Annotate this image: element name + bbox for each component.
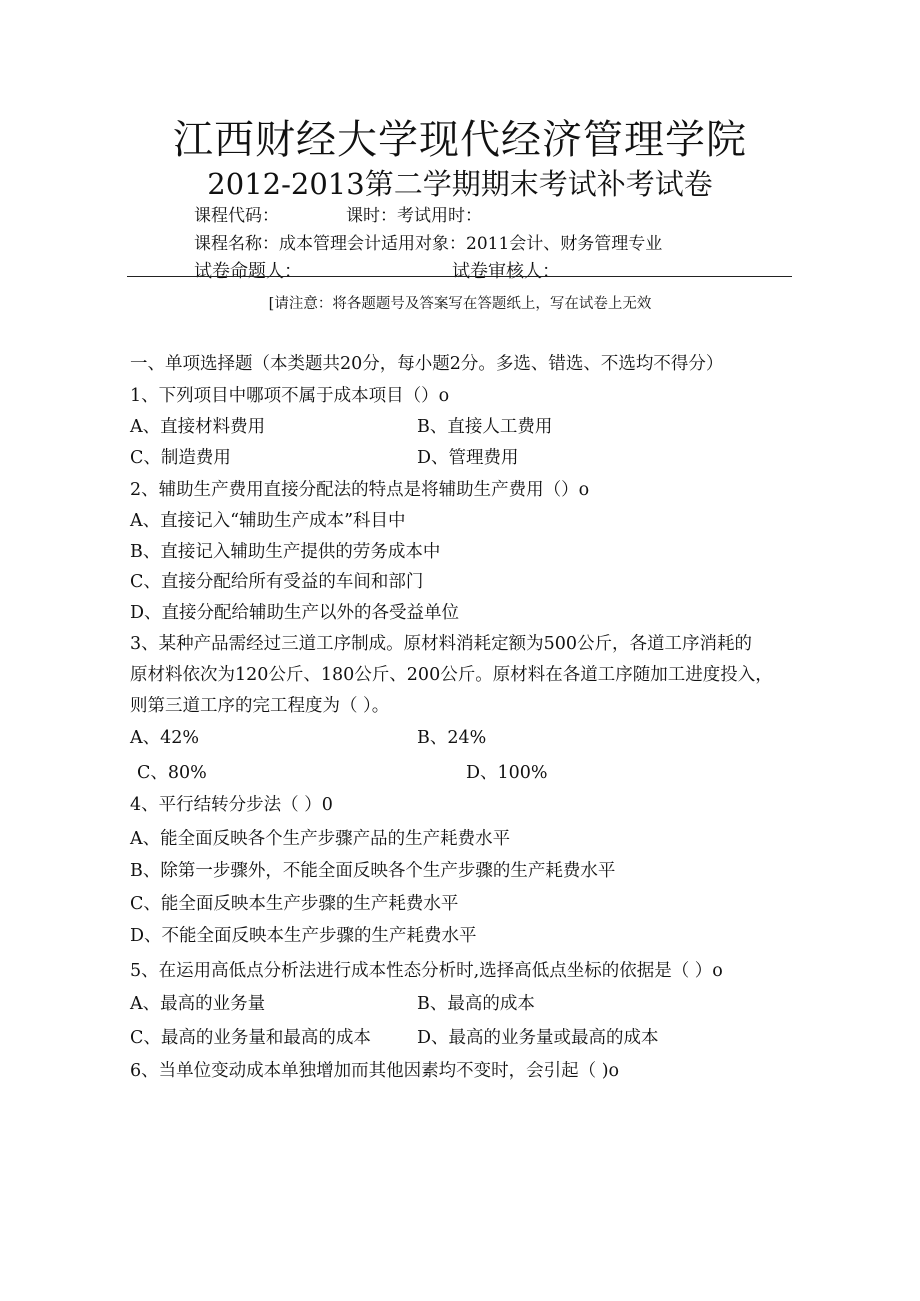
question-3-stem-line-1: 3、某种产品需经过三道工序制成。原材料消耗定额为500公斤，各道工序消耗的 <box>130 634 753 654</box>
notice-text: [请注意：将各题题号及答案写在答题纸上，写在试卷上无效 <box>268 296 652 312</box>
q1-option-a: A、直接材料费用 <box>130 417 266 437</box>
q5-option-b: B、最高的成本 <box>417 994 535 1014</box>
q1-option-b: B、直接人工费用 <box>417 417 553 437</box>
q3-option-c: C、80% <box>137 763 207 783</box>
question-3-stem-line-3: 则第三道工序的完工程度为（ ）。 <box>130 696 390 716</box>
q4-option-b: B、除第一步骤外，不能全面反映各个生产步骤的生产耗费水平 <box>130 861 616 881</box>
q5-option-d: D、最高的业务量或最高的成本 <box>417 1028 659 1048</box>
q2-option-c: C、直接分配给所有受益的车间和部门 <box>130 572 424 592</box>
reviewer-label: 试卷审核人： <box>452 261 560 282</box>
hours-label: 课时：考试用时： <box>346 206 482 226</box>
course-code-label: 课程代码： <box>194 206 279 226</box>
section-heading: 一、单项选择题（本类题共20分，每小题2分。多选、错选、不选均不得分） <box>130 354 724 374</box>
course-name-line: 课程名称：成本管理会计适用对象：2011会计、财务管理专业 <box>194 234 663 254</box>
question-6-stem: 6、当单位变动成本单独增加而其他因素均不变时，会引起（ )o <box>130 1061 620 1081</box>
question-5-stem: 5、在运用高低点分析法进行成本性态分析时,选择高低点坐标的依据是（ ）o <box>130 961 723 981</box>
q3-option-a: A、42% <box>130 728 200 748</box>
question-2-stem: 2、辅助生产费用直接分配法的特点是将辅助生产费用（）o <box>130 480 590 500</box>
header-divider <box>127 276 792 277</box>
q4-option-d: D、不能全面反映本生产步骤的生产耗费水平 <box>130 926 477 946</box>
question-1-stem: 1、下列项目中哪项不属于成本项目（）o <box>130 386 450 406</box>
q4-option-a: A、能全面反映各个生产步骤产品的生产耗费水平 <box>130 829 511 849</box>
q5-option-a: A、最高的业务量 <box>130 994 266 1014</box>
q5-option-c: C、最高的业务量和最高的成本 <box>130 1028 371 1048</box>
school-title: 江西财经大学现代经济管理学院 <box>173 117 747 163</box>
q3-option-d: D、100% <box>466 763 548 783</box>
question-4-stem: 4、平行结转分步法（ ）0 <box>130 795 333 815</box>
q2-option-b: B、直接记入辅助生产提供的劳务成本中 <box>130 542 441 562</box>
q3-option-b: B、24% <box>417 728 487 748</box>
q2-option-a: A、直接记入“辅助生产成本”科目中 <box>130 511 406 531</box>
setter-label: 试卷命题人： <box>194 261 302 282</box>
q2-option-d: D、直接分配给辅助生产以外的各受益单位 <box>130 603 460 623</box>
q1-option-d: D、管理费用 <box>417 448 519 468</box>
q4-option-c: C、能全面反映本生产步骤的生产耗费水平 <box>130 894 459 914</box>
exam-title: 2012-2013第二学期期末考试补考试卷 <box>207 167 713 201</box>
question-3-stem-line-2: 原材料依次为120公斤、180公斤、200公斤。原材料在各道工序随加工进度投入， <box>130 665 773 685</box>
q1-option-c: C、制造费用 <box>130 448 231 468</box>
